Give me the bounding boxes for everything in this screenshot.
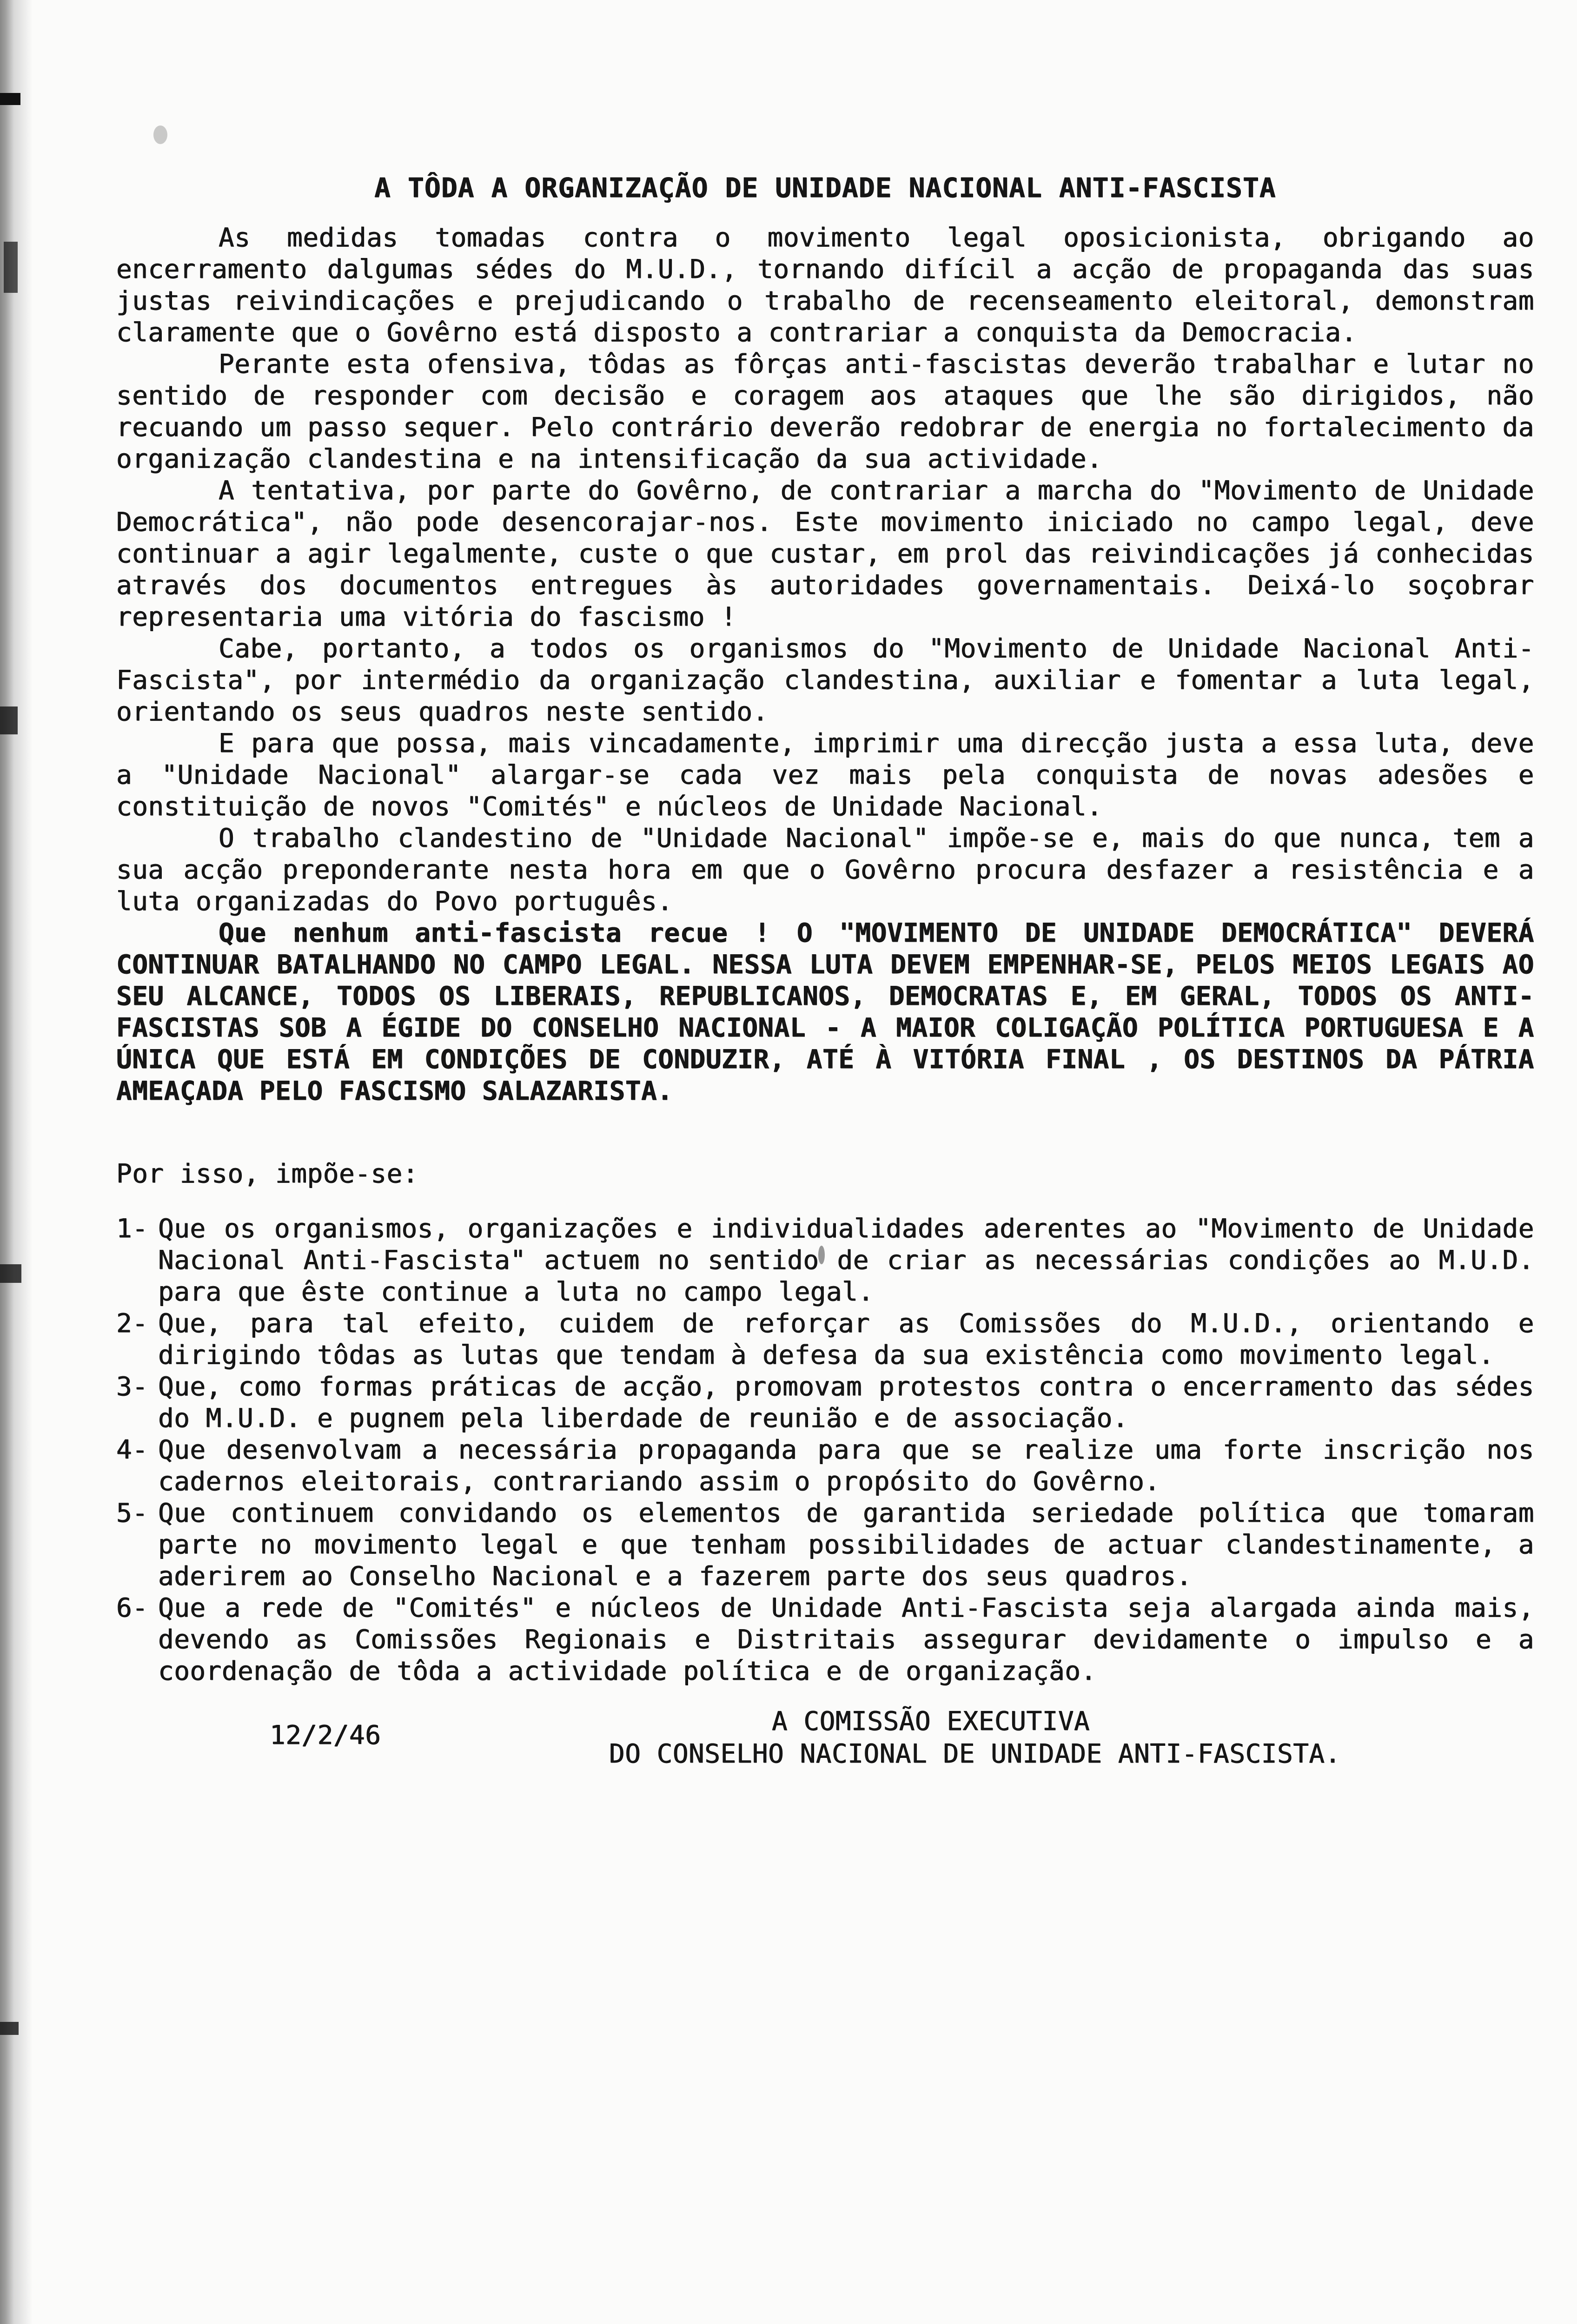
- list-item-text: Que, como formas práticas de acção, promovam protestos contra o encerramento das sédes do M.U.D. e pugnem pela liberdade de reunião e de associação.: [158, 1372, 1534, 1433]
- signatory-organization: DO CONSELHO NACIONAL DE UNIDADE ANTI-FASCISTA.: [609, 1739, 1341, 1769]
- scan-edge-mark: [0, 1264, 21, 1283]
- scan-edge-mark: [0, 2022, 19, 2035]
- document-date: 12/2/46: [270, 1720, 381, 1750]
- scan-speck: [153, 125, 167, 144]
- list-item-text: Que, para tal efeito, cuidem de reforçar as Comissões do M.U.D., orientando e dirigindo tôdas as lutas que tendam à defesa da sua existência como movimento legal.: [158, 1308, 1534, 1370]
- list-item: [116, 1434, 1534, 1498]
- list-item-text: Que desenvolvam a necessária propaganda para que se realize uma forte inscrição nos cadernos eleitorais, contrariando assim o propósito do Govêrno.: [158, 1435, 1534, 1497]
- scan-edge-mark: [0, 93, 20, 105]
- paragraph-3: A tentativa, por parte do Govêrno, de contrariar a marcha do "Movimento de Unidade Democrática", não pode desencorajar-nos. Este movimento iniciado no campo legal, deve continuar a agir legalmente, custe o que custar, em prol das reivindicações já conhecidas através dos documentos entregues às autoridades governamentais. Deixá-lo soçobrar representaria uma vitória do fascismo !: [116, 475, 1534, 632]
- list-item: [116, 1498, 1534, 1592]
- list-item-number: 4-: [116, 1435, 148, 1465]
- scan-edge-mark: [0, 706, 18, 734]
- list-item-number: 2-: [116, 1308, 148, 1339]
- demands-list: [116, 1213, 1534, 1687]
- paragraph-7-appeal: Que nenhum anti-fascista recue ! O "MOVIMENTO DE UNIDADE DEMOCRÁTICA" DEVERÁ CONTINUAR BATALHANDO NO CAMPO LEGAL. NESSA LUTA DEVEM EMPENHAR-SE, PELOS MEIOS LEGAIS AO SEU ALCANCE, TODOS OS LIBERAIS, REPUBLICANOS, DEMOCRATAS E, EM GERAL, TODOS OS ANTI-FASCISTAS SOB A ÉGIDE DO CONSELHO NACIONAL - A MAIOR COLIGAÇÃO POLÍTICA PORTUGUESA E A ÚNICA QUE ESTÁ EM CONDIÇÕES DE CONDUZIR, ATÉ À VITÓRIA FINAL , OS DESTINOS DA PÁTRIA AMEAÇADA PELO FASCISMO SALAZARISTA.: [116, 918, 1534, 1106]
- scan-edge-mark: [4, 242, 18, 293]
- list-item: [116, 1213, 1534, 1308]
- paragraph-2: Perante esta ofensiva, tôdas as fôrças anti-fascistas deverão trabalhar e lutar no sentido de responder com decisão e coragem aos ataques que lhe são dirigidos, não recuando um passo sequer. Pelo contrário deverão redobrar de energia no fortalecimento da organização clandestina e na intensificação da sua actividade.: [116, 349, 1534, 474]
- signature-block: [116, 1706, 1534, 1794]
- list-item-number: 3-: [116, 1372, 148, 1402]
- paragraph-1: As medidas tomadas contra o movimento legal oposicionista, obrigando ao encerramento dalgumas sédes do M.U.D., tornando difícil a acção de propaganda das suas justas reivindicações e prejudicando o trabalho de recenseamento eleitoral, demonstram claramente que o Govêrno está disposto a contrariar a conquista da Democracia.: [116, 223, 1534, 348]
- list-item: [116, 1371, 1534, 1434]
- paragraph-6: O trabalho clandestino de "Unidade Nacional" impõe-se e, mais do que nunca, tem a sua acção preponderante nesta hora em que o Govêrno procura desfazer a resistência e a luta organizadas do Povo português.: [116, 823, 1534, 917]
- paragraph-5: E para que possa, mais vincadamente, imprimir uma direcção justa a essa luta, deve a "Unidade Nacional" alargar-se cada vez mais pela conquista de novas adesões e constituição de novos "Comités" e núcleos de Unidade Nacional.: [116, 728, 1534, 822]
- list-item-number: 1-: [116, 1214, 148, 1244]
- list-intro: Por isso, impõe-se:: [116, 1159, 419, 1189]
- list-item-number: 5-: [116, 1498, 148, 1528]
- signatory-title: A COMISSÃO EXECUTIVA: [772, 1706, 1090, 1736]
- list-item-text: Que continuem convidando os elementos de garantida seriedade política que tomaram parte no movimento legal e que tenham possibilidades de actuar clandestinamente, a aderirem ao Conselho Nacional e a fazerem parte dos seus quadros.: [158, 1498, 1534, 1591]
- document-body: [116, 172, 1534, 1794]
- list-item: [116, 1308, 1534, 1371]
- list-item-number: 6-: [116, 1593, 148, 1623]
- list-item-text: Que os organismos, organizações e individualidades aderentes ao "Movimento de Unidade Nacional Anti-Fascista" actuem no sentido de criar as necessárias condições ao M.U.D. para que êste continue a luta no campo legal.: [158, 1214, 1534, 1307]
- list-item: [116, 1592, 1534, 1687]
- document-title: A TÔDA A ORGANIZAÇÃO DE UNIDADE NACIONAL ANTI-FASCISTA: [374, 172, 1276, 204]
- scan-edge-shadow: [0, 0, 33, 2324]
- list-item-text: Que a rede de "Comités" e núcleos de Unidade Anti-Fascista seja alargada ainda mais, devendo as Comissões Regionais e Distritais assegurar devidamente o impulso e a coordenação de tôda a actividade política e de organização.: [158, 1593, 1534, 1686]
- paragraph-4: Cabe, portanto, a todos os organismos do "Movimento de Unidade Nacional Anti-Fascista", por intermédio da organização clandestina, auxiliar e fomentar a luta legal, orientando os seus quadros neste sentido.: [116, 634, 1534, 727]
